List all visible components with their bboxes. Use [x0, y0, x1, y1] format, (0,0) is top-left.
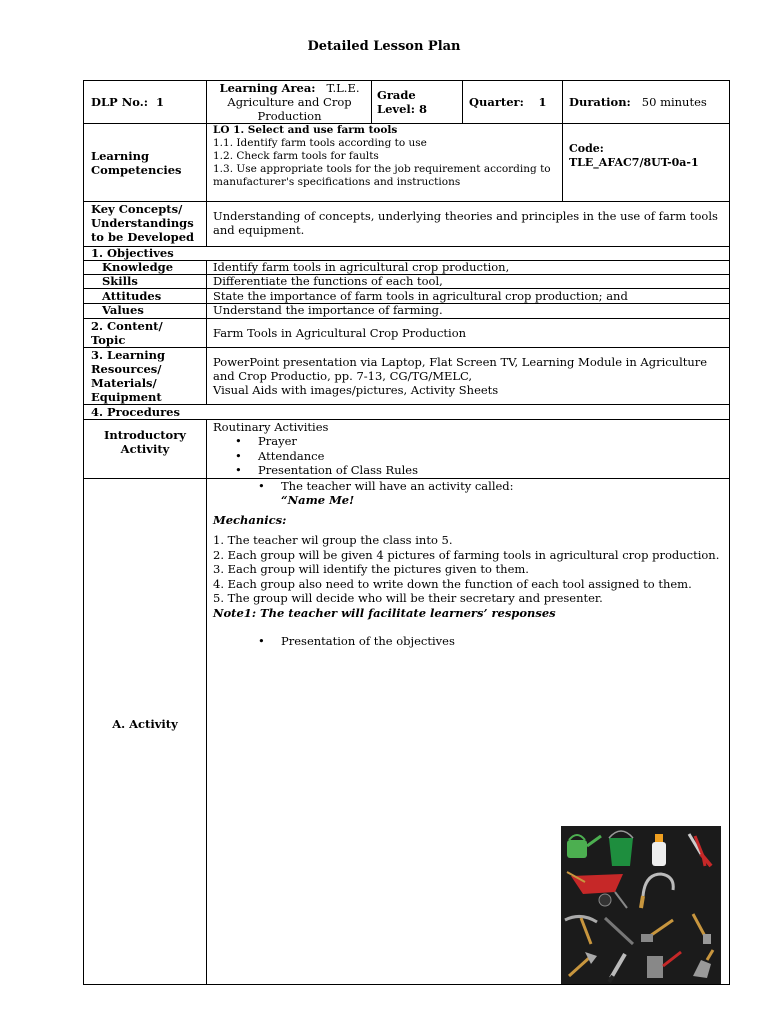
- quarter-label: Quarter:: [469, 95, 524, 109]
- mechanics-step: 3. Each group will identify the pictures given to them.: [213, 562, 529, 576]
- grade-label: Grade: [377, 88, 416, 102]
- code-value: TLE_AFAC7/8UT-0a-1: [569, 156, 699, 169]
- quarter: [469, 95, 546, 109]
- objective-text-knowledge: Identify farm tools in agricultural crop production,: [213, 260, 510, 274]
- dlp-label: DLP No.:: [91, 95, 148, 109]
- objective-label-attitudes: Attitudes: [102, 289, 162, 303]
- spading-fork-icon: [693, 914, 711, 944]
- competencies-label-line2: Competencies: [91, 163, 182, 177]
- presentation-objectives: Presentation of the objectives: [281, 634, 455, 648]
- mechanics-step: 2. Each group will be given 4 pictures of farming tools in agricultural crop production.: [213, 547, 720, 562]
- activity-bullet: •: [258, 634, 265, 648]
- pick-mattock-icon: [565, 916, 597, 944]
- quarter-value: 1: [538, 95, 547, 109]
- routinary-item: • Prayer: [213, 434, 418, 449]
- competency-item: 1.1. Identify farm tools according to use: [213, 137, 427, 149]
- bucket-icon: [609, 831, 633, 866]
- introductory-label: [84, 428, 206, 456]
- objective-label-skills: Skills: [102, 274, 138, 288]
- mechanics-label: Mechanics:: [213, 513, 287, 527]
- duration: [569, 95, 707, 109]
- routinary-activities: [213, 420, 418, 478]
- objective-label-knowledge: Knowledge: [102, 260, 174, 274]
- introductory-label-line: Introductory: [104, 428, 186, 442]
- routinary-item: • Attendance: [213, 449, 418, 464]
- hoe-icon: [641, 920, 673, 942]
- key-concepts-label-line: Understandings: [91, 216, 194, 230]
- dlp-no: [91, 95, 164, 109]
- key-concepts-line: and equipment.: [213, 223, 305, 237]
- objective-text-attitudes: State the importance of farm tools in agricultural crop production; and: [213, 289, 628, 303]
- activity-name: “Name Me!: [281, 493, 355, 507]
- sickle-icon: [641, 874, 673, 908]
- objective-text-values: Understand the importance of farming.: [213, 303, 443, 317]
- key-concepts-text: [213, 209, 718, 237]
- crowbar-icon: [605, 918, 633, 944]
- rake-icon: [647, 952, 681, 978]
- key-concepts-label: [91, 202, 194, 244]
- activity-label: A. Activity: [112, 717, 178, 731]
- resources-label-line: 3. Learning: [91, 348, 166, 362]
- resources-label: [91, 348, 165, 404]
- mechanics-steps: [213, 533, 719, 620]
- resources-text: [213, 355, 707, 397]
- resources-label-line: Resources/: [91, 362, 162, 376]
- content-label: [91, 319, 163, 347]
- duration-label: Duration:: [569, 95, 631, 109]
- resources-label-line: Materials/: [91, 376, 157, 390]
- farm-tools-collage: [561, 826, 721, 984]
- procedures-heading: 4. Procedures: [91, 405, 180, 419]
- document-title: Detailed Lesson Plan: [307, 39, 461, 54]
- code-label: Code:: [569, 142, 604, 155]
- activity-intro: [281, 479, 514, 507]
- mechanics-step: 1. The teacher wil group the class into 5.: [213, 533, 453, 547]
- competencies-label: [91, 149, 182, 177]
- content-label-line: 2. Content/: [91, 319, 163, 333]
- key-concepts-line: Understanding of concepts, underlying theories and principles in the use of farm tools: [213, 209, 718, 223]
- objectives-heading-cell: [83, 246, 730, 261]
- code: [569, 142, 699, 170]
- grade-level: [377, 88, 427, 116]
- mechanics-step: 4. Each group also need to write down the function of each tool assigned to them.: [213, 576, 692, 591]
- resources-line: PowerPoint presentation via Laptop, Flat Screen TV, Learning Module in Agriculture: [213, 355, 708, 369]
- competencies-list: [213, 124, 551, 189]
- key-concepts-label-line: Key Concepts/: [91, 202, 183, 216]
- competency-item: 1.2. Check farm tools for faults: [213, 150, 379, 162]
- wheelbarrow-icon: [567, 872, 627, 908]
- bolo-icon: [609, 954, 625, 982]
- learning-area-sub2: Production: [257, 109, 322, 123]
- objective-text-skills: Differentiate the functions of each tool,: [213, 274, 443, 288]
- routinary-heading: Routinary Activities: [213, 420, 329, 434]
- objective-label-values: Values: [102, 303, 144, 317]
- competency-item: 1.3. Use appropriate tools for the job requirement according to: [213, 163, 551, 175]
- introductory-label-line: Activity: [120, 442, 170, 456]
- duration-value: 50 minutes: [641, 95, 707, 109]
- learning-area-value: T.L.E.: [326, 81, 360, 95]
- sprayer-icon: [652, 834, 666, 866]
- farm-tools-image: [561, 826, 721, 984]
- routinary-list: [213, 434, 418, 478]
- facilitator-note: Note1: The teacher will facilitate learners’ responses: [213, 605, 556, 620]
- watering-can-icon: [567, 835, 601, 858]
- procedures-heading-cell: [83, 404, 730, 420]
- routinary-item: • Presentation of Class Rules: [213, 463, 418, 478]
- dlp-value: 1: [155, 95, 164, 109]
- resources-line: and Crop Productio, pp. 7-13, CG/TG/MELC,: [213, 369, 473, 383]
- activity-bullet: •: [258, 479, 265, 493]
- pruning-shears-icon: [689, 834, 711, 866]
- activity-intro-line: The teacher will have an activity called:: [281, 479, 514, 493]
- key-concepts-label-line: to be Developed: [91, 230, 195, 244]
- activity-label-cell: [83, 478, 207, 985]
- resources-label-line: Equipment: [91, 390, 162, 404]
- learning-area: [207, 81, 372, 123]
- competencies-label-line1: Learning: [91, 149, 150, 163]
- learning-area-label: Learning Area:: [219, 81, 316, 95]
- grade-level-value: Level: 8: [377, 102, 428, 116]
- content-label-line: Topic: [91, 333, 126, 347]
- content-text: Farm Tools in Agricultural Crop Production: [213, 326, 467, 340]
- learning-area-sub1: Agriculture and Crop: [227, 95, 352, 109]
- trowel-icon: [693, 950, 713, 978]
- mechanics-step: 5. The group will decide who will be their secretary and presenter.: [213, 591, 603, 605]
- competency-item: manufacturer's specifications and instructions: [213, 176, 461, 188]
- axe-icon: [569, 952, 597, 976]
- learning-outcome: LO 1. Select and use farm tools: [213, 124, 398, 136]
- resources-line: Visual Aids with images/pictures, Activity Sheets: [213, 383, 499, 397]
- objectives-heading: 1. Objectives: [91, 246, 174, 260]
